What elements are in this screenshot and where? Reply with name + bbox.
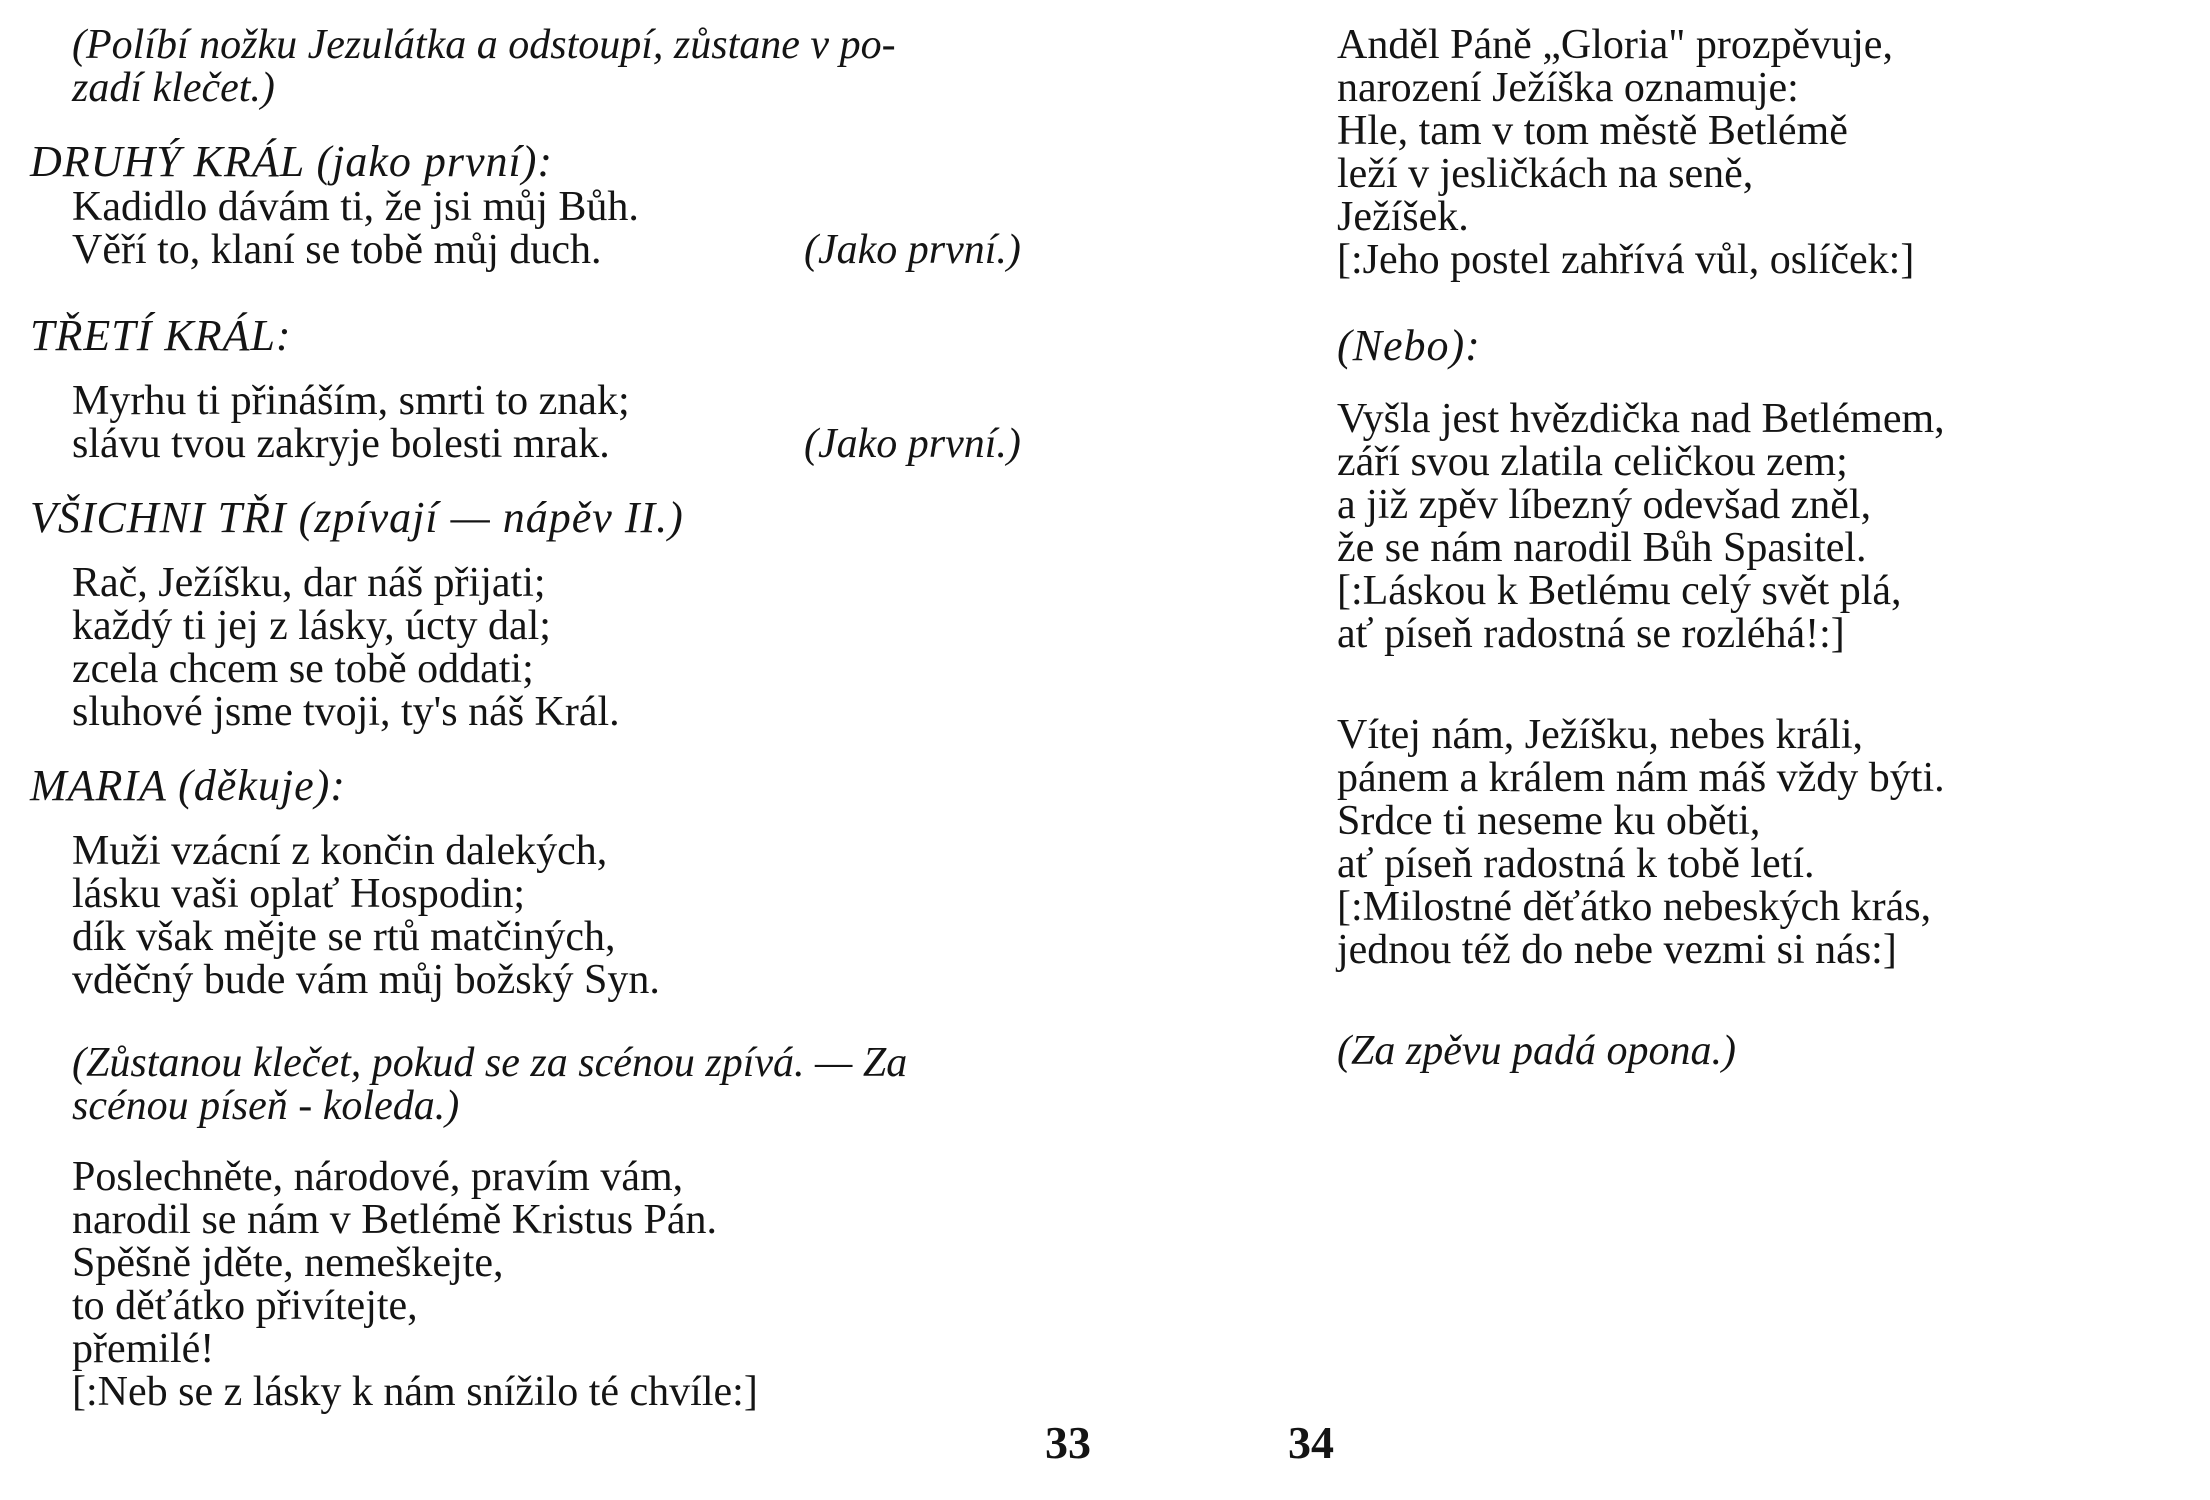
speaker-heading-maria: MARIA (děkuje): xyxy=(30,761,346,810)
song-line: [:Jeho postel zahřívá vůl, oslíček:] xyxy=(1337,237,1915,283)
verse-line: Myrhu ti přináším, smrti to znak; xyxy=(72,378,630,424)
song-line: Srdce ti neseme ku oběti, xyxy=(1337,798,1761,844)
stage-direction-line: scénou píseň - koleda.) xyxy=(72,1083,460,1129)
song-line: pánem a králem nám máš vždy býti. xyxy=(1337,755,1945,801)
maria-lines xyxy=(30,830,1090,1002)
carol-line: [:Neb se z lásky k nám snížilo té chvíle:] xyxy=(72,1369,758,1415)
page-number-left: 33 xyxy=(1045,1417,1091,1468)
right-page-column xyxy=(1337,24,2187,1073)
song-line: Ježíšek. xyxy=(1337,194,1469,240)
third-king-section xyxy=(30,312,1090,466)
song-line: Anděl Páně „Gloria" prozpěvuje, xyxy=(1337,22,1893,68)
song-line: leží v jesličkách na seně, xyxy=(1337,151,1754,197)
carol-line: Poslechněte, národové, pravím vám, xyxy=(72,1154,684,1200)
song-line: ať píseň radostná k tobě letí. xyxy=(1337,841,1815,887)
page-number-right: 34 xyxy=(1288,1417,1334,1468)
song-verse-3 xyxy=(1337,714,2187,972)
song-line: Vyšla jest hvězdička nad Betlémem, xyxy=(1337,396,1945,442)
maria-section xyxy=(30,762,1090,1002)
carol-line: přemilé! xyxy=(72,1326,215,1372)
stage-direction-line: (Zůstanou klečet, pokud se za scénou zpívá. — Za xyxy=(72,1040,908,1086)
carol-lines xyxy=(30,1156,1090,1414)
song-line: jednou též do nebe vezmi si nás:] xyxy=(1337,927,1897,973)
song-line: září svou zlatila celičkou zem; xyxy=(1337,439,1848,485)
verse-line xyxy=(72,229,1090,272)
verse-line: každý ti jej z lásky, úcty dal; xyxy=(72,603,551,649)
carol-line: Spěšně jděte, nemeškejte, xyxy=(72,1240,504,1286)
song-verse-2 xyxy=(1337,398,2187,656)
speaker-heading-all-three: VŠICHNI TŘI (zpívají — nápěv II.) xyxy=(30,493,684,542)
verse-line: lásku vaši oplať Hospodin; xyxy=(72,871,526,917)
song-line: narození Ježíška oznamuje: xyxy=(1337,65,1799,111)
second-king-section xyxy=(30,138,1090,272)
verse-line: zcela chcem se tobě oddati; xyxy=(72,646,534,692)
third-king-lines xyxy=(30,380,1090,466)
speaker-heading-third-king: TŘETÍ KRÁL: xyxy=(30,311,292,360)
verse-line: Muži vzácní z končin dalekých, xyxy=(72,828,608,874)
left-page-column xyxy=(30,24,1090,1414)
verse-line xyxy=(72,423,1090,466)
stage-direction-line: (Políbí nožku Jezulátka a odstoupí, zůstane v po- xyxy=(72,22,896,68)
alternative-label: (Nebo): xyxy=(1337,321,1481,370)
song-verse-1 xyxy=(1337,24,2187,282)
verse-line: Rač, Ježíšku, dar náš přijati; xyxy=(72,560,546,606)
song-line: [:Milostné děťátko nebeských krás, xyxy=(1337,884,1932,930)
opening-stage-direction xyxy=(30,24,1090,110)
speaker-heading-second-king: DRUHÝ KRÁL (jako první): xyxy=(30,137,554,186)
verse-line: dík však mějte se rtů matčiných, xyxy=(72,914,616,960)
all-three-section xyxy=(30,494,1090,734)
right-page xyxy=(1105,0,2210,1500)
stage-direction-line: (Za zpěvu padá opona.) xyxy=(1337,1028,1736,1074)
song-line: že se nám narodil Bůh Spasitel. xyxy=(1337,525,1867,571)
song-line: Vítej nám, Ježíšku, nebes králi, xyxy=(1337,712,1864,758)
all-three-lines xyxy=(30,562,1090,734)
verse-line: Kadidlo dávám ti, že jsi můj Bůh. xyxy=(72,184,639,230)
song-line: ať píseň radostná se rozléhá!:] xyxy=(1337,611,1845,657)
song-line: a již zpěv líbezný odevšad zněl, xyxy=(1337,482,1872,528)
verse-line: vděčný bude vám můj božský Syn. xyxy=(72,957,660,1003)
inline-stage-direction: (Jako první.) xyxy=(804,421,1021,467)
carol-line: narodil se nám v Betlémě Kristus Pán. xyxy=(72,1197,718,1243)
song-line: Hle, tam v tom městě Betlémě xyxy=(1337,108,1848,154)
closing-stage-direction xyxy=(1337,1030,2187,1073)
second-king-lines xyxy=(30,186,1090,272)
verse-line-text: slávu tvou zakryje bolesti mrak. xyxy=(72,421,610,467)
inline-stage-direction: (Jako první.) xyxy=(804,227,1021,273)
carol-line: to děťátko přivítejte, xyxy=(72,1283,418,1329)
stage-direction-line: zadí klečet.) xyxy=(72,65,275,111)
verse-line-text: Věří to, klaní se tobě můj duch. xyxy=(72,227,602,273)
scene-stage-direction xyxy=(30,1042,1090,1128)
verse-line: sluhové jsme tvoji, ty's náš Král. xyxy=(72,689,620,735)
song-line: [:Láskou k Betlému celý svět plá, xyxy=(1337,568,1902,614)
